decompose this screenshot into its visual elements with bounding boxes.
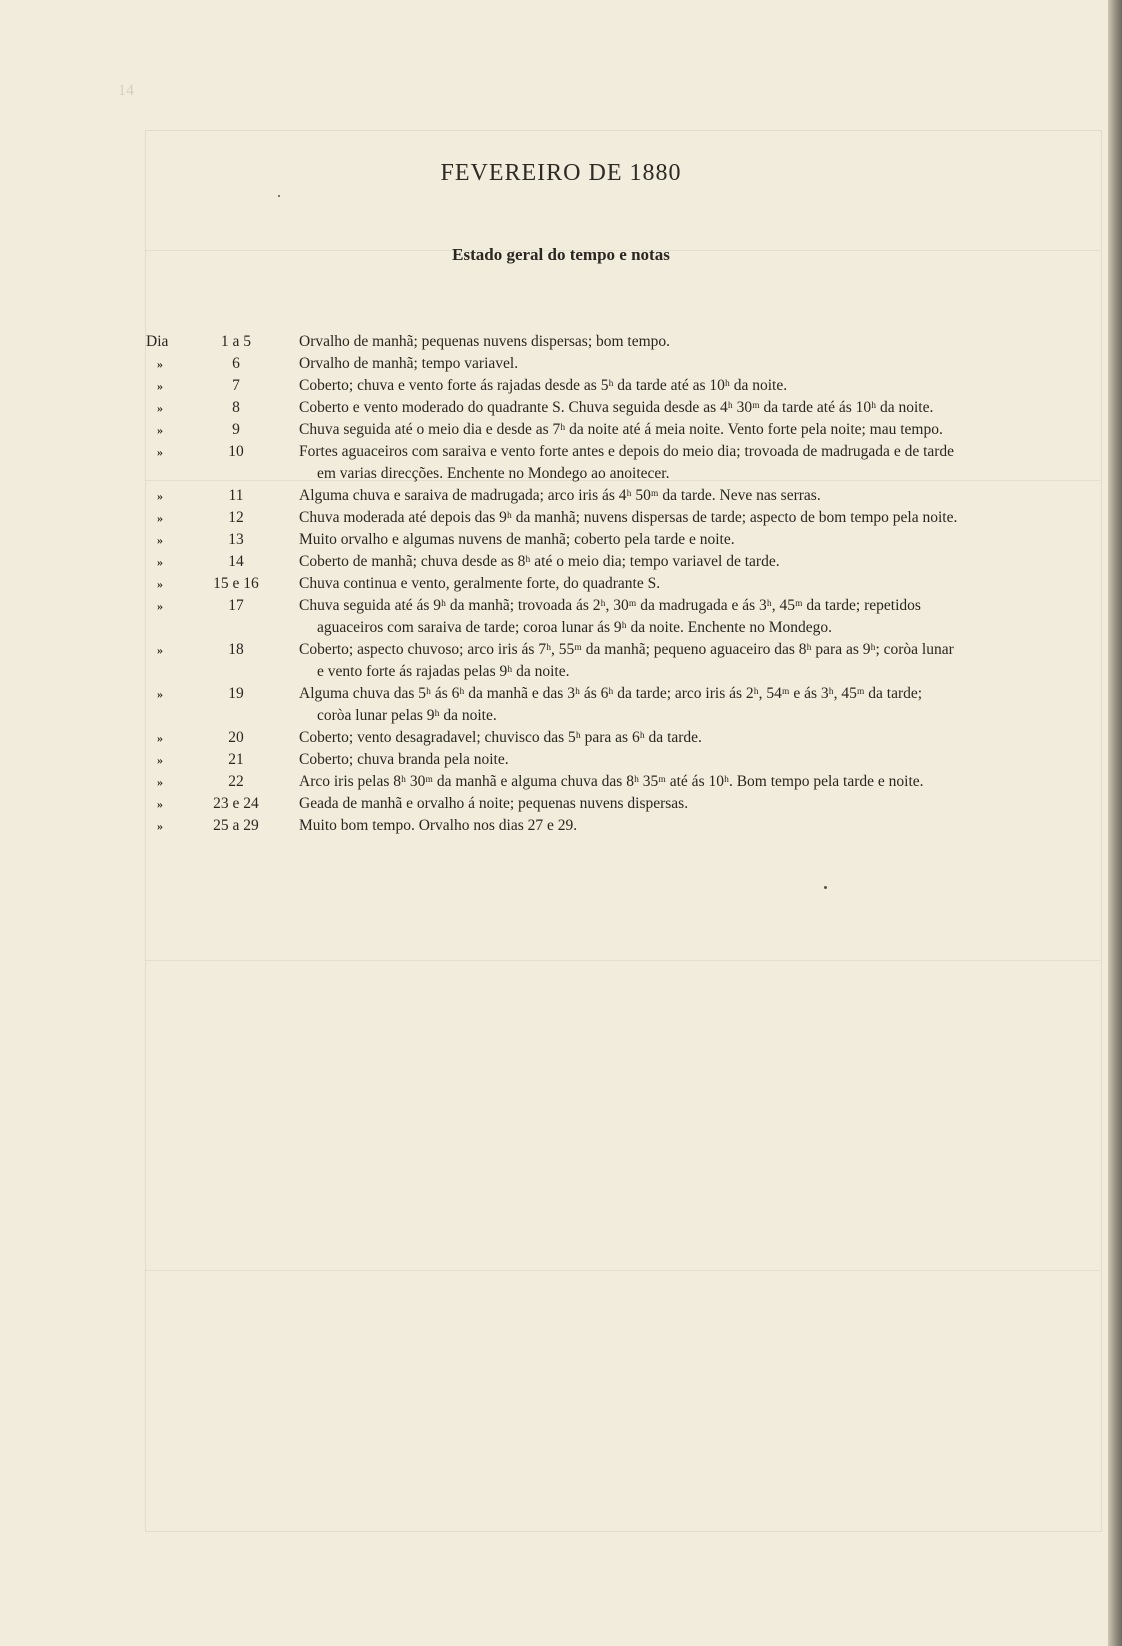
entry-line <box>0 441 1122 463</box>
ditto-mark: » <box>157 753 163 767</box>
entry-text: aguaceiros com saraiva de tarde; coroa lunar ás 9ʰ da noite. Enchente no Mondego. <box>317 619 832 636</box>
ditto-mark: » <box>157 401 163 415</box>
day-number: 17 <box>228 597 244 614</box>
show-through-rule <box>145 960 1100 961</box>
entry-text: Muito orvalho e algumas nuvens de manhã; coberto pela tarde e noite. <box>299 531 735 548</box>
day-number: 21 <box>228 751 244 768</box>
ditto-mark: » <box>157 423 163 437</box>
entry-line <box>0 353 1122 375</box>
day-number: 14 <box>228 553 244 570</box>
ditto-mark: » <box>157 511 163 525</box>
day-label: Dia <box>146 333 169 350</box>
entry-text: Alguma chuva das 5ʰ ás 6ʰ da manhã e das 3ʰ ás 6ʰ da tarde; arco iris ás 2ʰ, 54ᵐ e ás 3ʰ, 45ᵐ da tarde; <box>299 685 923 702</box>
entry-text: Coberto; chuva e vento forte ás rajadas desde as 5ʰ da tarde até as 10ʰ da noite. <box>299 377 788 394</box>
entry-text: Orvalho de manhã; tempo variavel. <box>299 355 519 372</box>
day-number: 15 e 16 <box>213 575 259 592</box>
day-number: 8 <box>232 399 240 416</box>
ditto-mark: » <box>157 577 163 591</box>
entry-text: Coberto e vento moderado do quadrante S. Chuva seguida desde as 4ʰ 30ᵐ da tarde até ás 10ʰ da noite. <box>299 399 934 416</box>
entry-continuation-line <box>0 661 1122 683</box>
weather-entry <box>0 683 1122 727</box>
weather-entry <box>0 397 1122 419</box>
day-number: 18 <box>228 641 244 658</box>
ditto-mark: » <box>157 731 163 745</box>
weather-entry <box>0 771 1122 793</box>
day-number: 1 a 5 <box>220 333 252 350</box>
weather-entry <box>0 573 1122 595</box>
day-number: 25 a 29 <box>213 817 259 834</box>
entry-text: Orvalho de manhã; pequenas nuvens dispersas; bom tempo. <box>299 333 671 350</box>
entry-line <box>0 793 1122 815</box>
entry-text: Coberto; chuva branda pela noite. <box>299 751 509 768</box>
entry-text: Geada de manhã e orvalho á noite; pequenas nuvens dispersas. <box>299 795 689 812</box>
ditto-mark: » <box>157 819 163 833</box>
entry-text: Chuva continua e vento, geralmente forte, do quadrante S. <box>299 575 661 592</box>
entry-text: coròa lunar pelas 9ʰ da noite. <box>317 707 497 724</box>
day-number: 6 <box>232 355 240 372</box>
entry-text: Chuva seguida até ás 9ʰ da manhã; trovoada ás 2ʰ, 30ᵐ da madrugada e ás 3ʰ, 45ᵐ da tarde; repetidos <box>299 597 921 614</box>
entry-line <box>0 771 1122 793</box>
weather-entry <box>0 793 1122 815</box>
entry-line <box>0 507 1122 529</box>
entry-text: Arco iris pelas 8ʰ 30ᵐ da manhã e alguma chuva das 8ʰ 35ᵐ até ás 10ʰ. Bom tempo pela tarde e noite. <box>299 773 924 790</box>
day-number: 23 e 24 <box>213 795 259 812</box>
weather-entry <box>0 441 1122 485</box>
entry-line <box>0 727 1122 749</box>
ditto-mark: » <box>157 357 163 371</box>
entry-continuation-line <box>0 463 1122 485</box>
day-number: 12 <box>228 509 244 526</box>
ditto-mark: » <box>157 555 163 569</box>
entry-text: em varias direcções. Enchente no Mondego ao anoitecer. <box>317 465 670 482</box>
entry-line <box>0 551 1122 573</box>
entry-line <box>0 595 1122 617</box>
section-subtitle: Estado geral do tempo e notas <box>452 245 670 264</box>
entry-line <box>0 529 1122 551</box>
weather-entry <box>0 419 1122 441</box>
entry-text: Chuva seguida até o meio dia e desde as 7ʰ da noite até á meia noite. Vento forte pela noite; mau tempo. <box>299 421 943 438</box>
entry-continuation-line <box>0 617 1122 639</box>
day-number: 11 <box>228 487 244 504</box>
day-number: 20 <box>228 729 244 746</box>
ditto-mark: » <box>157 489 163 503</box>
entry-text: e vento forte ás rajadas pelas 9ʰ da noite. <box>317 663 570 680</box>
entry-text: Coberto; aspecto chuvoso; arco iris ás 7ʰ, 55ᵐ da manhã; pequeno aguaceiro das 8ʰ para as 9ʰ; coròa lunar <box>299 641 954 658</box>
day-number: 9 <box>232 421 240 438</box>
weather-entry <box>0 485 1122 507</box>
ditto-mark: » <box>157 775 163 789</box>
entry-text: Coberto; vento desagradavel; chuvisco das 5ʰ para as 6ʰ da tarde. <box>299 729 702 746</box>
show-through-page-number: 14 <box>118 82 134 99</box>
entry-continuation-line <box>0 705 1122 727</box>
entry-line <box>0 419 1122 441</box>
ditto-mark: » <box>157 643 163 657</box>
ink-speck <box>824 886 827 889</box>
entry-line <box>0 397 1122 419</box>
weather-entry <box>0 551 1122 573</box>
show-through-rule <box>145 1270 1100 1271</box>
day-number: 19 <box>228 685 244 702</box>
day-number: 7 <box>232 377 240 394</box>
entry-line <box>0 485 1122 507</box>
weather-entry <box>0 727 1122 749</box>
entry-line <box>0 815 1122 837</box>
weather-entry <box>0 815 1122 837</box>
entry-line <box>0 573 1122 595</box>
entry-line <box>0 749 1122 771</box>
entry-line <box>0 375 1122 397</box>
entry-line <box>0 331 1122 353</box>
weather-entry <box>0 353 1122 375</box>
entry-text: Fortes aguaceiros com saraiva e vento forte antes e depois do meio dia; trovoada de madrugada e de tarde <box>299 443 955 460</box>
ditto-mark: » <box>157 599 163 613</box>
entry-text: Coberto de manhã; chuva desde as 8ʰ até o meio dia; tempo variavel de tarde. <box>299 553 780 570</box>
entry-text: Chuva moderada até depois das 9ʰ da manhã; nuvens dispersas de tarde; aspecto de bom tempo pela noite. <box>299 509 958 526</box>
ditto-mark: » <box>157 797 163 811</box>
entry-text: Alguma chuva e saraiva de madrugada; arco iris ás 4ʰ 50ᵐ da tarde. Neve nas serras. <box>299 487 821 504</box>
ditto-mark: » <box>157 379 163 393</box>
entry-line <box>0 683 1122 705</box>
weather-entry <box>0 595 1122 639</box>
ditto-mark: » <box>157 445 163 459</box>
weather-notes-list <box>0 331 1122 837</box>
ink-speck <box>278 195 280 197</box>
weather-entry <box>0 331 1122 353</box>
entry-line <box>0 639 1122 661</box>
page-title: FEVEREIRO DE 1880 <box>440 160 682 186</box>
day-number: 10 <box>228 443 244 460</box>
day-number: 22 <box>228 773 244 790</box>
weather-entry <box>0 375 1122 397</box>
weather-entry <box>0 749 1122 771</box>
day-number: 13 <box>228 531 244 548</box>
ditto-mark: » <box>157 533 163 547</box>
entry-text: Muito bom tempo. Orvalho nos dias 27 e 29. <box>299 817 578 834</box>
weather-entry <box>0 639 1122 683</box>
ditto-mark: » <box>157 687 163 701</box>
weather-entry <box>0 529 1122 551</box>
weather-entry <box>0 507 1122 529</box>
